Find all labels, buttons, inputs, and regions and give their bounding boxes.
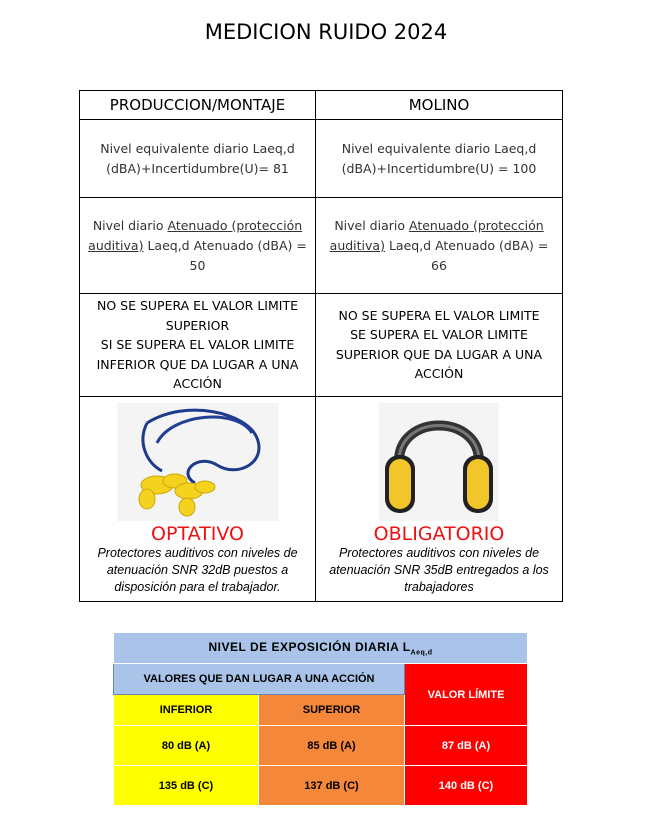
limit-message-molino xyxy=(316,294,563,397)
column-header-molino: MOLINO xyxy=(316,91,563,120)
protection-cell-produccion xyxy=(80,396,316,601)
table-cell: 140 dB (C) xyxy=(405,766,528,806)
attenuated-pre: Nivel diario xyxy=(92,217,168,233)
attenuated-underline: Atenuado (protección auditiva) xyxy=(329,217,544,253)
limit-message-line2: SE SUPERA EL VALOR LIMITE SUPERIOR QUE DA LUGAR A UNA ACCIÓN xyxy=(335,327,543,382)
exposure-table-title xyxy=(114,633,528,664)
exposure-level-table xyxy=(113,632,528,806)
page-title: MEDICION RUIDO 2024 xyxy=(204,20,448,44)
requirement-label-optativo: OPTATIVO xyxy=(151,523,244,545)
protector-description-molino: Protectores auditivos con niveles de atenuación SNR 35dB entregados a los trabajadores xyxy=(329,546,549,594)
column-header-produccion: PRODUCCION/MONTAJE xyxy=(80,91,316,120)
limit-value-header: VALOR LÍMITE xyxy=(405,664,528,726)
earmuffs-image xyxy=(379,403,499,521)
protector-description-produccion: Protectores auditivos con niveles de atenuación SNR 32dB puestos a disposición para el trabajador. xyxy=(97,546,298,594)
attenuated-pre: Nivel diario xyxy=(334,217,409,233)
protection-cell-molino xyxy=(316,396,563,601)
table-cell: 87 dB (A) xyxy=(405,726,528,766)
table-cell: 80 dB (A) xyxy=(114,726,259,766)
level-cell-molino: Nivel equivalente diario Laeq,d (dBA)+Incertidumbre(U) = 100 xyxy=(316,120,563,198)
limit-message-line1: NO SE SUPERA EL VALOR LIMITE SUPERIOR xyxy=(96,298,298,333)
attenuated-post: Laeq,d Atenuado (dBA) = 66 xyxy=(384,237,549,273)
action-values-header: VALORES QUE DAN LUGAR A UNA ACCIÓN xyxy=(114,664,405,695)
attenuated-cell-produccion xyxy=(80,198,316,294)
upper-header: SUPERIOR xyxy=(259,695,405,726)
attenuated-post: Laeq,d Atenuado (dBA) = 50 xyxy=(143,237,307,273)
table-cell: 135 dB (C) xyxy=(114,766,259,806)
exposure-title-text: NIVEL DE EXPOSICIÓN DIARIA L xyxy=(208,639,411,654)
earplugs-image xyxy=(117,403,279,521)
requirement-label-obligatorio: OBLIGATORIO xyxy=(373,523,505,545)
noise-measurement-table xyxy=(79,90,563,602)
table-cell: 137 dB (C) xyxy=(259,766,405,806)
limit-message-line2: SI SE SUPERA EL VALOR LIMITE INFERIOR QUE DA LUGAR A UNA ACCIÓN xyxy=(96,337,299,391)
exposure-title-subscript: Aeq,d xyxy=(410,649,433,657)
limit-message-line1: NO SE SUPERA EL VALOR LIMITE xyxy=(338,307,540,323)
attenuated-underline: Atenuado (protección auditiva) xyxy=(88,217,303,253)
limit-message-produccion xyxy=(80,294,316,397)
level-cell-produccion: Nivel equivalente diario Laeq,d (dBA)+Incertidumbre(U)= 81 xyxy=(80,120,316,198)
attenuated-cell-molino xyxy=(316,198,563,294)
lower-header: INFERIOR xyxy=(114,695,259,726)
table-cell: 85 dB (A) xyxy=(259,726,405,766)
